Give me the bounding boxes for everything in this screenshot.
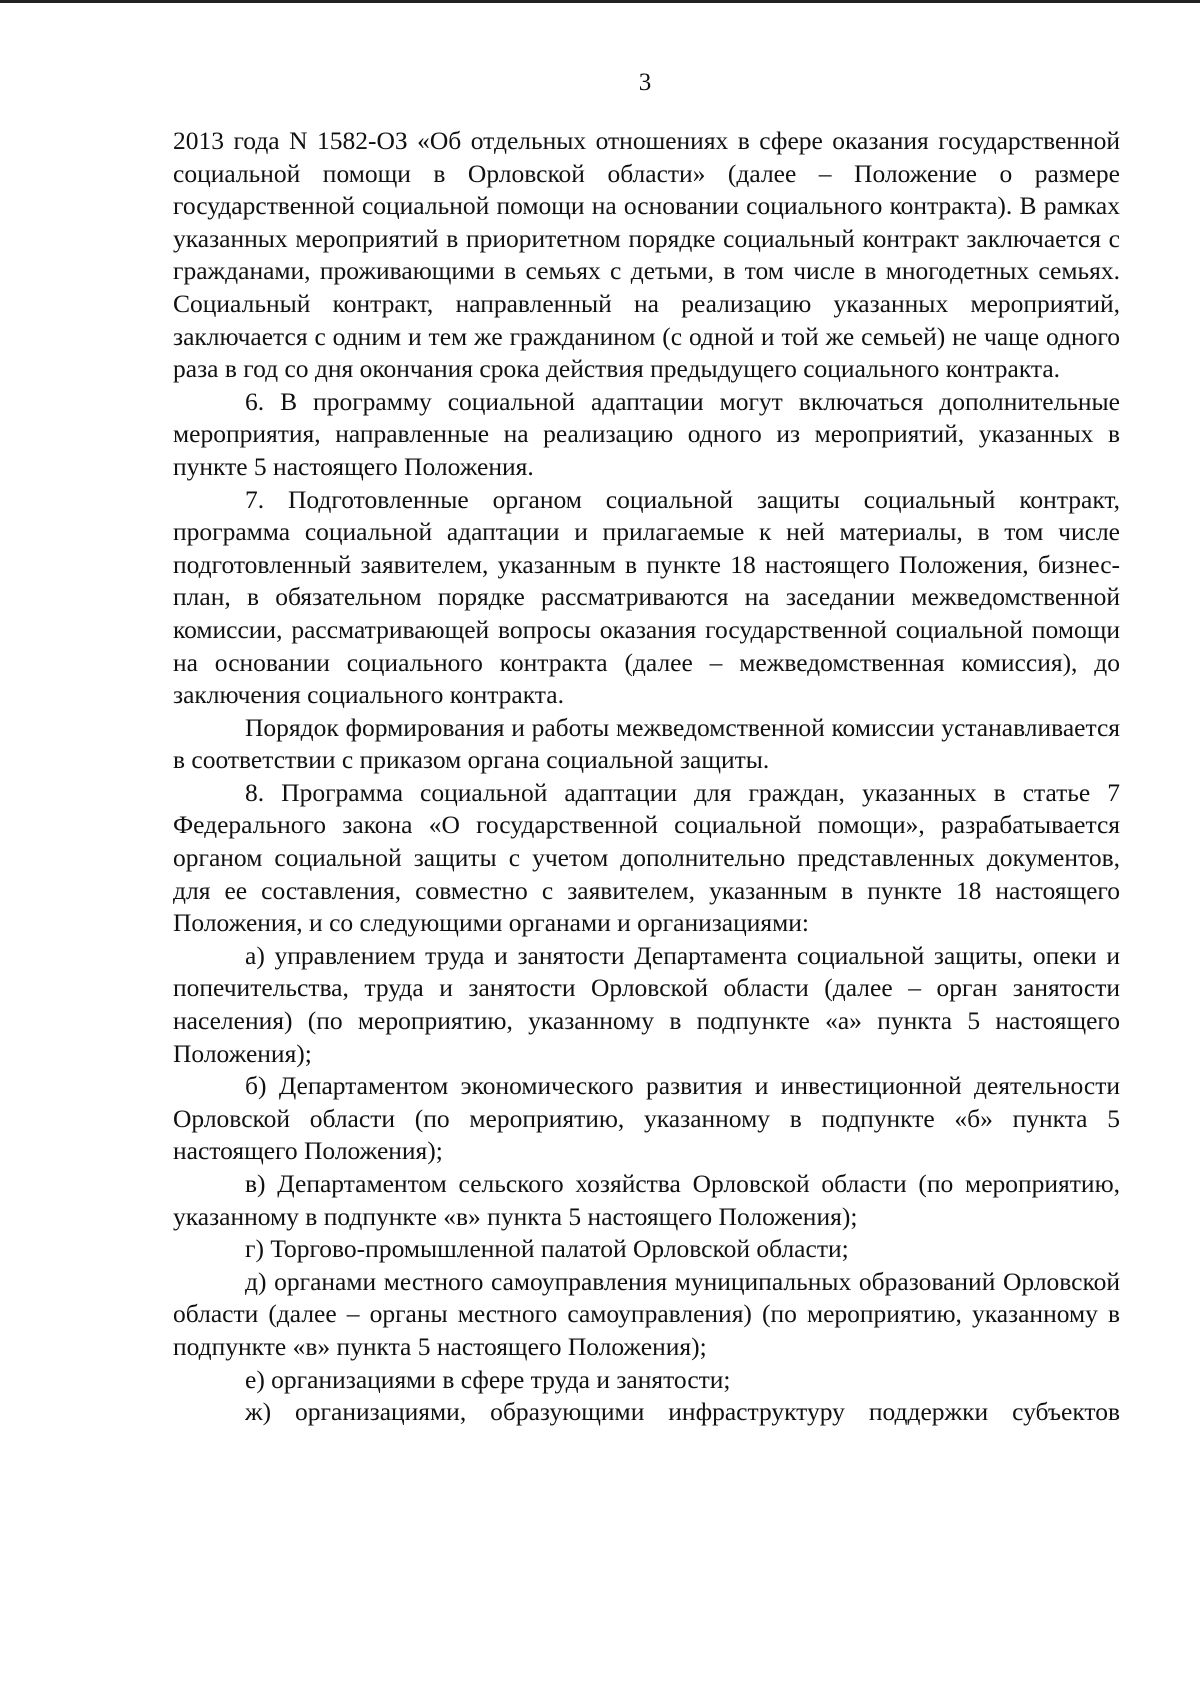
paragraph-item-6: 6. В программу социальной адаптации могут включаться дополнительные мероприятия, направленные на реализацию одного из мероприятий, указанных в пункте 5 настоящего Положения. — [173, 386, 1120, 481]
paragraph-item-8: 8. Программа социальной адаптации для граждан, указанных в статье 7 Федерального закона «О государственной социальной помощи», разрабатывается органом социальной защиты с учетом дополнительно представленных документов, для ее составления, совместно с заявителем, указанным в пункте 18 настоящего Положения, и со следующими органами и организациями: — [173, 777, 1120, 938]
page-top-edge — [0, 0, 1200, 3]
subitem-v: в) Департаментом сельского хозяйства Орловской области (по мероприятию, указанному в подпункте «в» пункта 5 настоящего Положения); — [173, 1169, 1120, 1231]
paragraph-continuation: 2013 года N 1582-ОЗ «Об отдельных отношениях в сфере оказания государственной социальной помощи в Орловской области» (далее – Положение о размере государственной социальной помощи на основании социального контракта). В рамках указанных мероприятий в приоритетном порядке социальный контракт заключается с гражданами, проживающими в семьях с детьми, в том числе в многодетных семьях. Социальный контракт, направленный на реализацию указанных мероприятий, заключается с одним и тем же гражданином (с одной и той же семьей) не чаще одного раза в год со дня окончания срока действия предыдущего социального контракта. — [173, 126, 1120, 384]
subitem-b: б) Департаментом экономического развития и инвестиционной деятельности Орловской области (по мероприятию, указанному в подпункте «б» пункта 5 настоящего Положения); — [173, 1071, 1120, 1166]
document-body — [173, 125, 1120, 1429]
subitem-e: е) организациями в сфере труда и занятости; — [245, 1364, 731, 1394]
page-number: 3 — [638, 69, 652, 96]
subitem-zh: ж) организациями, образующими инфраструктуру поддержки субъектов — [245, 1397, 1120, 1427]
subitem-d: д) органами местного самоуправления муниципальных образований Орловской области (далее – органы местного самоуправления) (по мероприятию, указанному в подпункте «в» пункта 5 настоящего Положения); — [173, 1266, 1120, 1361]
subitem-a: а) управлением труда и занятости Департамента социальной защиты, опеки и попечительства, труда и занятости Орловской области (далее – орган занятости населения) (по мероприятию, указанному в подпункте «а» пункта 5 настоящего Положения); — [173, 940, 1120, 1068]
paragraph-commission-procedure: Порядок формирования и работы межведомственной комиссии устанавливается в соответствии с приказом органа социальной защиты. — [173, 712, 1120, 775]
paragraph-item-7: 7. Подготовленные органом социальной защиты социальный контракт, программа социальной адаптации и прилагаемые к ней материалы, в том числе подготовленный заявителем, указанным в пункте 18 настоящего Положения, бизнес-план, в обязательном порядке рассматриваются на заседании межведомственной комиссии, рассматривающей вопросы оказания государственной социальной помощи на основании социального контракта (далее – межведомственная комиссия), до заключения социального контракта. — [173, 484, 1120, 710]
subitem-g: г) Торгово-промышленной палатой Орловской области; — [245, 1234, 849, 1264]
